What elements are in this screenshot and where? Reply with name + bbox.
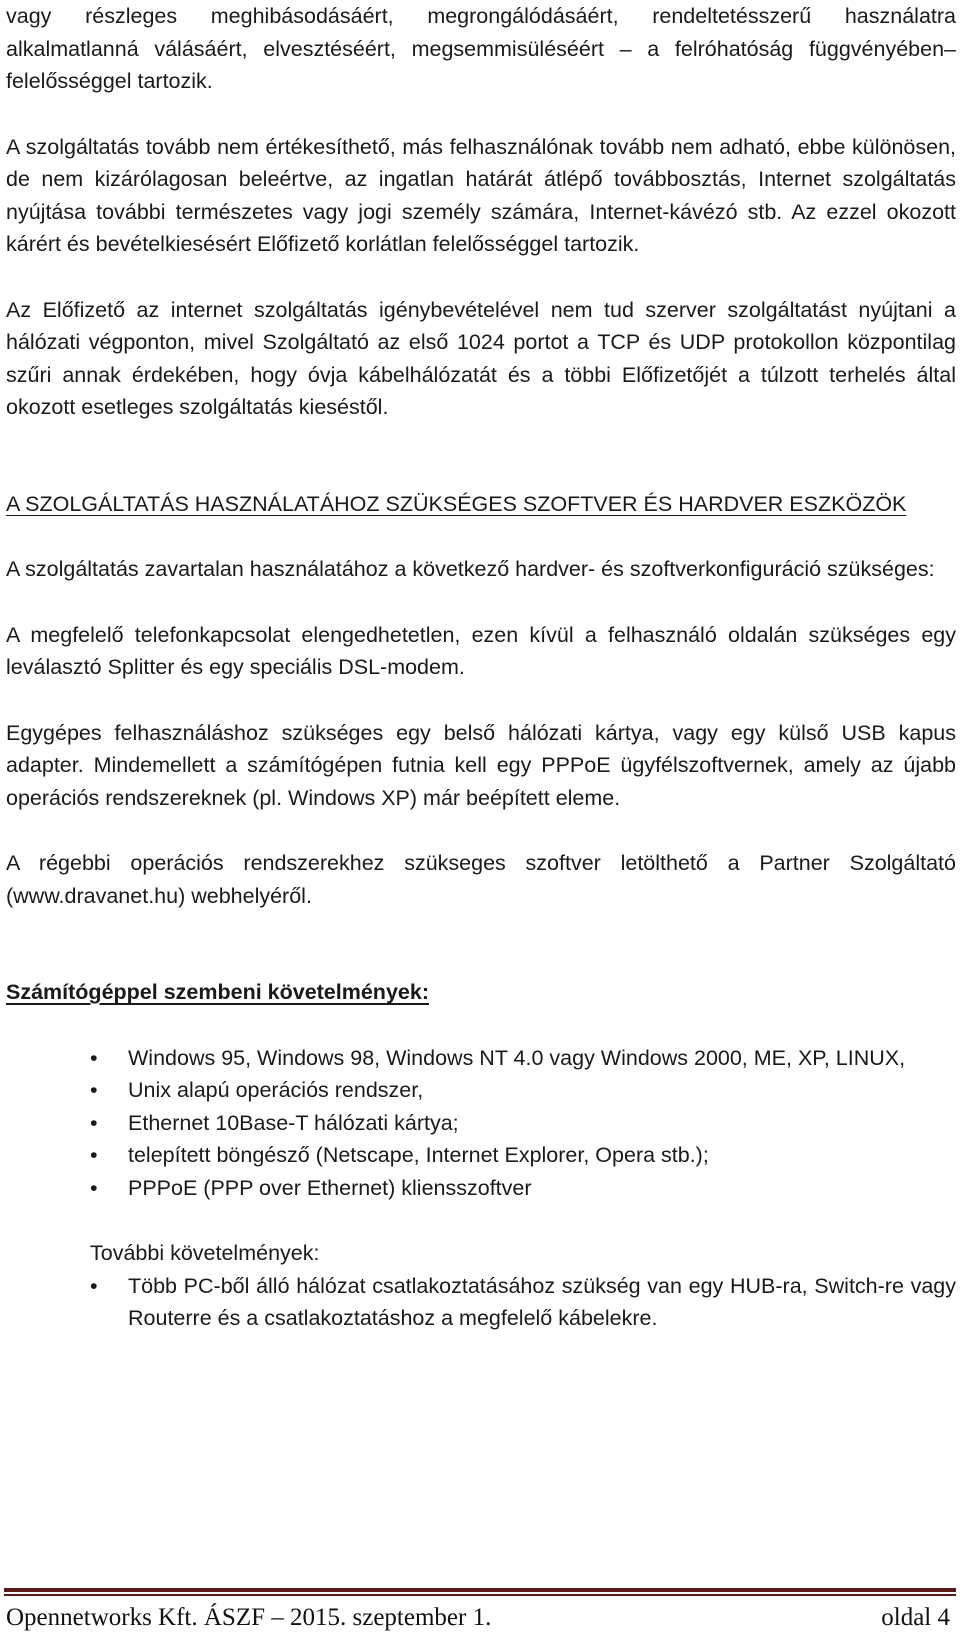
footer-rule-thin — [4, 1594, 956, 1596]
bullet-icon: • — [90, 1273, 98, 1298]
bullet-icon: • — [90, 1143, 98, 1167]
list-item: • telepített böngésző (Netscape, Internet Explorer, Opera stb.); — [128, 1139, 956, 1172]
paragraph-phone-connection: A megfelelő telefonkapcsolat elengedhetetlen, ezen kívül a felhasználó oldalán szükséges egy leválasztó Splitter és egy speciális DSL-modem. — [6, 622, 956, 679]
additional-requirements-label: További követelmények: — [90, 1241, 320, 1265]
requirements-heading: Számítógéppel szembeni követelmények: — [6, 980, 429, 1004]
bullet-icon: • — [90, 1110, 98, 1135]
paragraph-legacy-os: A régebbi operációs rendszerekhez szükseges szoftver letölthető a Partner Szolgáltató (www.dravanet.hu) webhelyéről. — [6, 851, 956, 908]
footer-rule — [4, 1588, 956, 1592]
paragraph-config-intro: A szolgáltatás zavartalan használatához a következő hardver- és szoftverkonfiguráció szükséges: — [6, 557, 935, 581]
bullet-icon: • — [90, 1078, 98, 1102]
list-item: • PPPoE (PPP over Ethernet) kliensszoftver — [128, 1172, 956, 1205]
paragraph-server-restriction: Az Előfizető az internet szolgáltatás igénybevételével nem tud szerver szolgáltatást nyújtani a hálózati végponton, mivel Szolgáltató az első 1024 portot a TCP és UDP protokollon központilag szűri annak érdekében, hogy óvja kábelhálózatát és a többi Előfizetőjét a túlzott terhelés által okozott esetleges szolgáltatás kieséstől. — [6, 297, 956, 419]
list-item: • Több PC-ből álló hálózat csatlakoztatásához szükség van egy HUB-ra, Switch-re vagy Routerre és a csatlakoztatáshoz a megfelelő kábelekre. — [128, 1270, 956, 1335]
list-item: • Windows 95, Windows 98, Windows NT 4.0 vagy Windows 2000, ME, XP, LINUX, — [128, 1042, 956, 1075]
page-footer — [6, 1598, 950, 1638]
list-item: • Unix alapú operációs rendszer, — [128, 1074, 956, 1107]
paragraph-resale-prohibition: A szolgáltatás tovább nem értékesíthető, más felhasználónak tovább nem adható, ebbe különösen, de nem kizárólagosan beleértve, az ingatlan határát átlépő továbbosztás, Internet szolgáltatás nyújtása további természetes vagy jogi személy számára, Internet-kávézó stb. Az ezzel okozott kárért és bevételkiesésért Előfizető korlátlan felelősséggel tartozik. — [6, 134, 956, 256]
footer-document-title: Opennetworks Kft. ÁSZF – 2015. szeptember 1. — [6, 1604, 492, 1631]
paragraph-liability: vagy részleges meghibásodásáért, megrongálódásáért, rendeltetésszerű használatra alkalmatlanná válásáért, elvesztéséért, megsemmisüléséért – a felróhatóság függvényében– felelősséggel tartozik. — [6, 4, 956, 93]
footer-page-number: oldal 4 — [881, 1604, 950, 1631]
additional-requirements-list — [6, 1270, 956, 1335]
paragraph-single-pc: Egygépes felhasználáshoz szükséges egy belső hálózati kártya, vagy egy külső USB kapus adapter. Mindemellett a számítógépen futnia kell egy PPPoE ügyfélszoftvernek, amely az újabb operációs rendszereknek (pl. Windows XP) már beépített eleme. — [6, 720, 956, 810]
bullet-icon: • — [90, 1045, 98, 1070]
bullet-icon: • — [90, 1175, 98, 1200]
section-heading: A SZOLGÁLTATÁS HASZNÁLATÁHOZ SZÜKSÉGES SZOFTVER ÉS HARDVER ESZKÖZÖK — [6, 491, 907, 516]
page-content — [6, 0, 956, 1335]
requirements-list — [6, 1042, 956, 1205]
list-item: • Ethernet 10Base-T hálózati kártya; — [128, 1107, 956, 1140]
